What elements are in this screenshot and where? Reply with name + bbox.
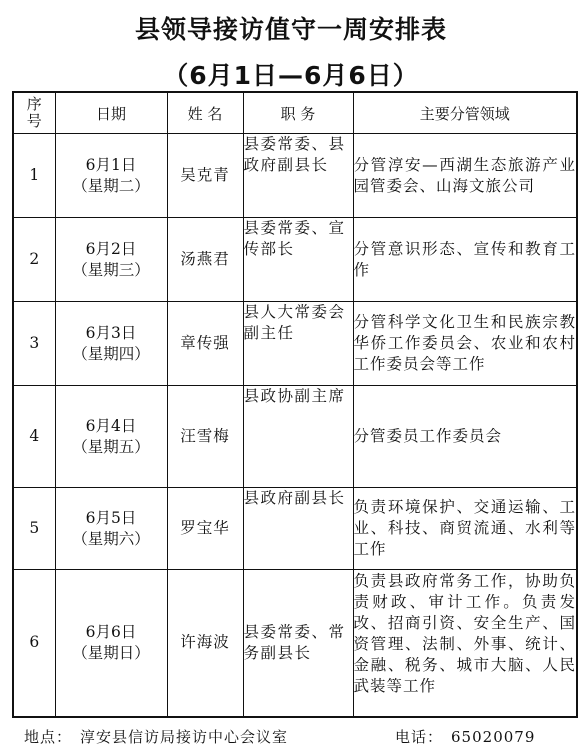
row-weekday: （星期六）	[72, 529, 150, 548]
table-row	[13, 302, 577, 386]
schedule-table	[12, 91, 578, 718]
header-post: 职 务	[243, 92, 353, 134]
row-post: 县政协副主席	[243, 386, 353, 488]
row-seq: 1	[13, 134, 55, 218]
table-row	[13, 134, 577, 218]
row-name: 汤燕君	[167, 218, 243, 302]
row-weekday: （星期二）	[72, 176, 150, 195]
table-row	[13, 570, 577, 717]
header-seq	[13, 92, 55, 134]
table-row	[13, 488, 577, 570]
row-name: 许海波	[167, 570, 243, 717]
header-row	[13, 92, 577, 134]
row-area: 分管淳安—西湖生态旅游产业园管委会、山海文旅公司	[353, 134, 577, 218]
row-post: 县人大常委会副主任	[243, 302, 353, 386]
row-name: 汪雪梅	[167, 386, 243, 488]
table-body	[13, 134, 577, 717]
row-weekday: （星期四）	[72, 344, 150, 363]
row-seq: 6	[13, 570, 55, 717]
row-date-cell	[55, 302, 167, 386]
row-area: 负责环境保护、交通运输、工业、科技、商贸流通、水利等工作	[353, 488, 577, 570]
header-seq-line2: 号	[26, 112, 42, 130]
header-area: 主要分管领域	[353, 92, 577, 134]
row-area: 分管委员工作委员会	[353, 386, 577, 488]
header-name: 姓 名	[167, 92, 243, 134]
row-seq: 2	[13, 218, 55, 302]
location-label: 地点：	[24, 728, 73, 746]
row-post: 县委常委、宣传部长	[243, 218, 353, 302]
row-date: 6月4日	[85, 416, 137, 435]
table-header	[13, 92, 577, 134]
header-date: 日期	[55, 92, 167, 134]
phone-value: 65020079	[451, 728, 536, 746]
row-date: 6月5日	[85, 508, 137, 527]
row-seq: 5	[13, 488, 55, 570]
row-weekday: （星期三）	[72, 260, 150, 279]
row-date-cell	[55, 386, 167, 488]
row-date: 6月3日	[85, 323, 137, 342]
header-seq-line1: 序	[26, 95, 42, 113]
row-name: 罗宝华	[167, 488, 243, 570]
location-value: 淳安县信访局接访中心会议室	[80, 728, 289, 746]
table-row	[13, 386, 577, 488]
row-date-cell	[55, 218, 167, 302]
row-seq: 4	[13, 386, 55, 488]
row-weekday: （星期日）	[72, 643, 150, 662]
page-title: 县领导接访值守一周安排表	[134, 15, 447, 44]
row-area: 负责县政府常务工作，协助负责财政、审计工作。负责发改、招商引资、安全生产、国资管理、法制、外事、统计、金融、税务、城市大脑、人民武装等工作	[353, 570, 577, 717]
row-post: 县委常委、常务副县长	[243, 570, 353, 717]
row-name: 章传强	[167, 302, 243, 386]
row-weekday: （星期五）	[72, 437, 150, 456]
row-date-cell	[55, 570, 167, 717]
row-date: 6月1日	[85, 155, 137, 174]
row-date: 6月2日	[85, 239, 137, 258]
row-post: 县委常委、县政府副县长	[243, 134, 353, 218]
row-date-cell	[55, 134, 167, 218]
phone-label: 电话：	[395, 728, 444, 746]
row-name: 吴克青	[167, 134, 243, 218]
footer-location	[24, 727, 288, 747]
row-seq: 3	[13, 302, 55, 386]
page-subtitle: （6月1日—6月6日）	[163, 61, 419, 90]
row-post: 县政府副县长	[243, 488, 353, 570]
row-date-cell	[55, 488, 167, 570]
table-row	[13, 218, 577, 302]
row-area: 分管意识形态、宣传和教育工作	[353, 218, 577, 302]
footer-phone	[395, 727, 535, 747]
row-date: 6月6日	[85, 622, 137, 641]
row-area: 分管科学文化卫生和民族宗教华侨工作委员会、农业和农村工作委员会等工作	[353, 302, 577, 386]
